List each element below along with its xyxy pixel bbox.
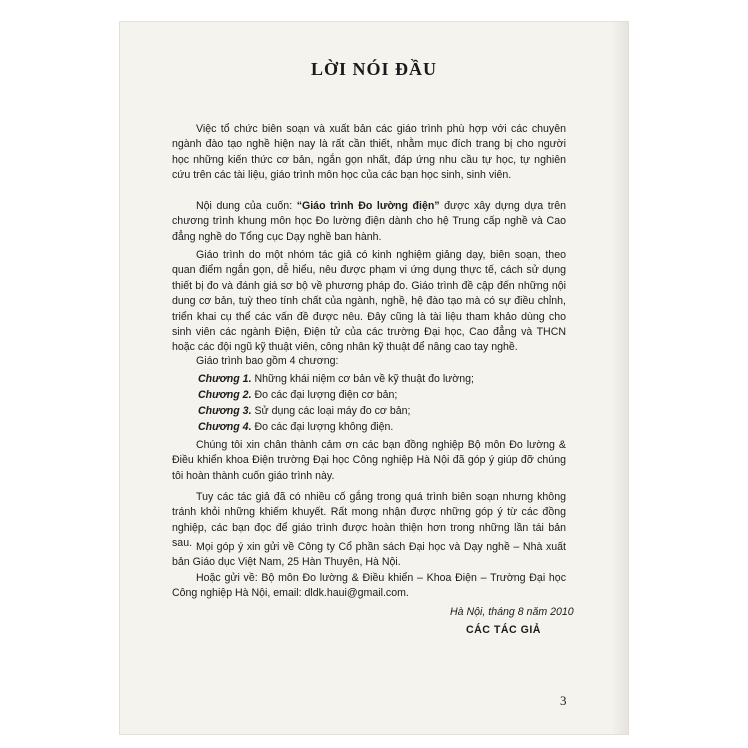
page-content — [120, 22, 628, 734]
authors-signature: CÁC TÁC GIẢ — [466, 624, 541, 636]
place-and-date: Hà Nội, tháng 8 năm 2010 — [450, 606, 574, 618]
page-title: LỜI NÓI ĐẦU — [310, 59, 437, 79]
chapter-label: Chương 1. — [198, 373, 252, 385]
page-number: 3 — [560, 693, 567, 708]
chapter-item — [198, 372, 558, 387]
paragraph-feedback: Tuy các tác giả đã có nhiều cố gắng trong quá trình biên soạn nhưng không tránh khỏi những khiếm khuyết. Rất mong nhận được những góp ý từ các đồng nghiệp, các bạn đọc để giáo trình được hoàn thiện hơn trong những lần tái bản sau. — [172, 491, 566, 550]
chapter-text: Những khái niệm cơ bản về kỹ thuật đo lường; — [251, 373, 474, 385]
book-title: “Giáo trình Đo lường điện” — [296, 200, 440, 212]
paragraph-contact-department: Hoặc gửi về: Bộ môn Đo lường & Điều khiển – Khoa Điện – Trường Đại học Công nghiệp Hà Nội, email: dldk.haui@gmail.com. — [172, 572, 566, 600]
paragraph-authors-approach: Giáo trình do một nhóm tác giả có kinh nghiệm giảng dạy, biên soạn, theo quan điểm ngắn gọn, dễ hiểu, nêu được phạm vi ứng dụng thực tế, cách sử dụng thiết bị đo và đánh giá sơ bộ về phương pháp đo. Giáo trình đề cập đến những nội dung cơ bản, tuỳ theo tính chất của ngành, nghề, hệ đào tạo mà có sự điều chỉnh, triển khai cụ thể các vấn đề được nêu. Đây cũng là tài liệu tham khảo dùng cho sinh viên các ngành Điện, Điện tử của các trường Đại học, Cao đẳng và THCN hoặc các đội ngũ kỹ thuật viên, công nhân kỹ thuật để nâng cao tay nghề. — [172, 249, 566, 354]
chapter-text: Đo các đại lượng không điện. — [251, 421, 394, 433]
chapter-item — [198, 420, 558, 435]
chapter-item — [198, 388, 558, 403]
paragraph-intro: Việc tổ chức biên soạn và xuất bản các giáo trình phù hợp với các chuyên ngành đào tạo nghề hiện nay là rất cần thiết, nhằm mục đích trang bị cho người học những kiến thức cơ bản, ngắn gọn nhất, đáp ứng nhu cầu tự học, tự nghiên cứu trên các tài liệu, giáo trình môn học của các bạn học sinh, sinh viên. — [172, 123, 566, 182]
paragraph-content — [172, 199, 566, 245]
book-page — [120, 22, 628, 734]
chapter-text: Đo các đại lượng điện cơ bản; — [251, 389, 398, 401]
chapter-text: Sử dụng các loại máy đo cơ bản; — [251, 405, 411, 417]
paragraph-content-rest: được xây dựng dựa trên chương trình khung môn học Đo lường điện dành cho hệ Trung cấp nghề và Cao đẳng nghề do Tổng cục Dạy nghề ban hành. — [172, 200, 567, 243]
paragraph-thanks: Chúng tôi xin chân thành cảm ơn các bạn đồng nghiệp Bộ môn Đo lường & Điều khiển khoa Điện trường Đại học Công nghiệp Hà Nội đã góp ý giúp đỡ chúng tôi hoàn thành cuốn giáo trình này. — [172, 439, 566, 482]
page-shadow-edge — [612, 22, 628, 734]
paragraph-chapter-intro: Giáo trình bao gồm 4 chương: — [196, 355, 339, 367]
chapter-label: Chương 2. — [198, 389, 252, 401]
paragraph-content-lead: Nội dung của cuốn: — [196, 200, 297, 212]
paragraph-contact-publisher: Mọi góp ý xin gửi về Công ty Cổ phần sách Đại học và Dạy nghề – Nhà xuất bản Giáo dục Việt Nam, 25 Hàn Thuyên, Hà Nội. — [172, 541, 566, 569]
chapter-label: Chương 4. — [198, 421, 252, 433]
chapter-label: Chương 3. — [198, 405, 252, 417]
chapter-item — [198, 404, 558, 419]
